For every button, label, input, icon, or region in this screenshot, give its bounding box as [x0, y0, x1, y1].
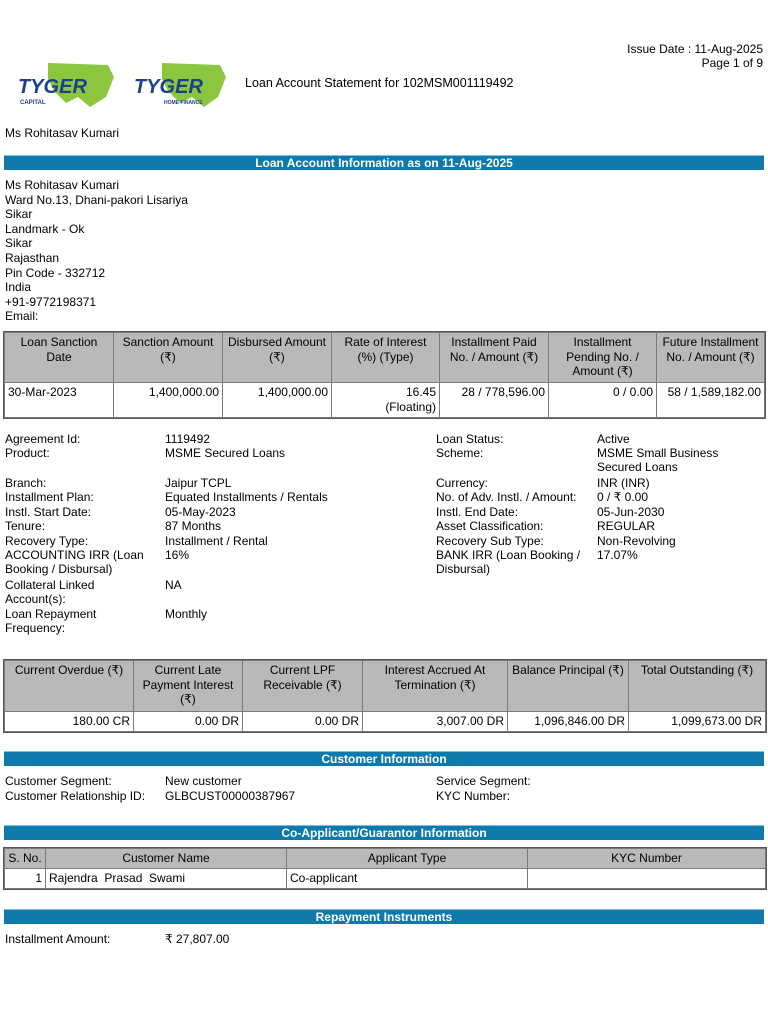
section-coapplicant: Co-Applicant/Guarantor Information: [4, 825, 764, 840]
detail-value: MSME Secured Loans: [165, 446, 286, 460]
detail-label: Branch:: [5, 476, 47, 490]
detail-label: Agreement Id:: [5, 432, 81, 446]
detail-label: Recovery Sub Type:: [436, 534, 544, 548]
kyc-number-label: KYC Number:: [436, 789, 511, 803]
detail-label: Loan Status:: [436, 432, 504, 446]
address-line: Email:: [5, 309, 39, 324]
col-installment-paid: Installment Paid No. / Amount (₹): [440, 333, 549, 383]
detail-value: 05-Jun-2030: [597, 505, 665, 519]
detail-value: INR (INR): [597, 476, 650, 490]
detail-label: Instl. End Date:: [436, 505, 519, 519]
address-line: +91-9772198371: [5, 294, 97, 309]
customer-relationship-label: Customer Relationship ID:: [5, 789, 146, 803]
detail-label: Installment Plan:: [5, 490, 94, 504]
logo-home-name: TYGER: [134, 76, 203, 98]
cell-sanction-amount: 1,400,000.00: [114, 383, 223, 418]
coapplicant-header-row: [5, 849, 766, 869]
cell-kyc-number: [528, 869, 766, 889]
table-row: [5, 869, 766, 889]
detail-value: Non-Revolving: [597, 534, 676, 548]
col-lpf-receivable: Current LPF Receivable (₹): [243, 661, 363, 712]
table-row: [5, 383, 765, 418]
customer-name: Ms Rohitasav Kumari: [5, 126, 120, 140]
col-late-payment-interest: Current Late Payment Interest (₹): [134, 661, 243, 712]
customer-segment-value: New customer: [165, 774, 242, 788]
cell-interest-accrued: 3,007.00 DR: [363, 712, 508, 732]
col-current-overdue: Current Overdue (₹): [5, 661, 134, 712]
cell-total-outstanding: 1,099,673.00 DR: [629, 712, 766, 732]
issue-block: [627, 42, 763, 71]
customer-address: [5, 178, 188, 324]
detail-value: 0 / ₹ 0.00: [597, 490, 648, 504]
cell-sno: 1: [5, 869, 46, 889]
rate-type: (Floating): [385, 400, 436, 414]
col-sno: S. No.: [5, 849, 46, 869]
cell-sanction-date: 30-Mar-2023: [5, 383, 114, 418]
address-line: Pin Code - 332712: [5, 265, 106, 280]
col-interest-accrued: Interest Accrued At Termination (₹): [363, 661, 508, 712]
detail-label: Collateral Linked Account(s):: [5, 578, 95, 607]
address-line: India: [5, 280, 32, 295]
customer-segment-label: Customer Segment:: [5, 774, 112, 788]
col-rate-of-interest: Rate of Interest (%) (Type): [332, 333, 440, 383]
address-line: Landmark - Ok: [5, 221, 85, 236]
address-line: Sikar: [5, 207, 33, 222]
col-sanction-date: Loan Sanction Date: [5, 333, 114, 383]
col-kyc-number: KYC Number: [528, 849, 766, 869]
detail-label: Asset Classification:: [436, 519, 544, 533]
detail-value: NA: [165, 578, 182, 592]
cell-customer-name: Rajendra Prasad Swami: [46, 869, 287, 889]
installment-amount-value: ₹ 27,807.00: [165, 932, 230, 946]
section-repayment: Repayment Instruments: [4, 909, 764, 924]
rate-value: 16.45: [405, 385, 436, 399]
logo-capital-name: TYGER: [18, 76, 87, 98]
cell-rate: [332, 383, 440, 418]
col-applicant-type: Applicant Type: [287, 849, 528, 869]
cell-disbursed-amount: 1,400,000.00: [223, 383, 332, 418]
detail-label: Currency:: [436, 476, 489, 490]
cell-installment-paid: 28 / 778,596.00: [440, 383, 549, 418]
page-number: Page 1 of 9: [701, 56, 763, 71]
section-loan-info: Loan Account Information as on 11-Aug-2025: [4, 155, 764, 170]
detail-value: 87 Months: [165, 519, 222, 533]
coapplicant-table: [4, 848, 766, 889]
tyger-home-finance-logo: [126, 52, 236, 118]
loan-summary-header-row: [5, 333, 765, 383]
col-future-installment: Future Installment No. / Amount (₹): [657, 333, 765, 383]
detail-value: Equated Installments / Rentals: [165, 490, 328, 504]
tyger-capital-logo: [8, 52, 130, 118]
cell-balance-principal: 1,096,846.00 DR: [508, 712, 629, 732]
address-line: Sikar: [5, 236, 33, 251]
detail-value: Monthly: [165, 607, 208, 621]
detail-label: Tenure:: [5, 519, 46, 533]
detail-label: Product:: [5, 446, 50, 460]
detail-value: 1119492: [165, 432, 210, 446]
col-installment-pending: Installment Pending No. / Amount (₹): [549, 333, 657, 383]
cell-lpf-receivable: 0.00 DR: [243, 712, 363, 732]
dues-table: [4, 660, 766, 732]
detail-label: ACCOUNTING IRR (Loan Booking / Disbursal): [5, 548, 144, 577]
address-line: Ward No.13, Dhani-pakori Lisariya: [5, 192, 188, 207]
detail-label: Instl. Start Date:: [5, 505, 92, 519]
detail-value: REGULAR: [597, 519, 656, 533]
installment-amount-label: Installment Amount:: [5, 932, 111, 946]
detail-value: Jaipur TCPL: [165, 476, 232, 490]
tyger-capital-logo-mark: [8, 57, 130, 113]
detail-value: 17.07%: [597, 548, 638, 562]
cell-current-overdue: 180.00 CR: [5, 712, 134, 732]
col-disbursed-amount: Disbursed Amount (₹): [223, 333, 332, 383]
loan-summary-table: [4, 332, 765, 418]
table-row: [5, 712, 766, 732]
col-sanction-amount: Sanction Amount (₹): [114, 333, 223, 383]
detail-value: Active: [597, 432, 630, 446]
statement-title: Loan Account Statement for 102MSM001119492: [245, 76, 514, 90]
detail-value: MSME Small Business Secured Loans: [597, 446, 719, 475]
detail-label: Recovery Type:: [5, 534, 89, 548]
issue-date: Issue Date : 11-Aug-2025: [627, 42, 763, 56]
detail-value: 05-May-2023: [165, 505, 236, 519]
dues-header-row: [5, 661, 766, 712]
address-line: Ms Rohitasav Kumari: [5, 178, 120, 192]
address-line: Rajasthan: [5, 250, 60, 265]
service-segment-label: Service Segment:: [436, 774, 531, 788]
customer-relationship-value: GLBCUST00000387967: [165, 789, 296, 803]
detail-label: Scheme:: [436, 446, 484, 460]
logo-capital-sub: CAPITAL: [20, 100, 46, 106]
detail-label: Loan Repayment Frequency:: [5, 607, 97, 636]
logo-home-sub: HOME FINANCE: [164, 100, 203, 106]
cell-future-installment: 58 / 1,589,182.00: [657, 383, 765, 418]
detail-value: Installment / Rental: [165, 534, 268, 548]
tyger-home-finance-logo-mark: [126, 57, 236, 113]
section-customer-info: Customer Information: [4, 751, 764, 766]
detail-label: No. of Adv. Instl. / Amount:: [436, 490, 577, 504]
cell-installment-pending: 0 / 0.00: [549, 383, 657, 418]
col-customer-name: Customer Name: [46, 849, 287, 869]
detail-label: BANK IRR (Loan Booking / Disbursal): [436, 548, 581, 577]
col-balance-principal: Balance Principal (₹): [508, 661, 629, 712]
cell-applicant-type: Co-applicant: [287, 869, 528, 889]
cell-late-payment-interest: 0.00 DR: [134, 712, 243, 732]
col-total-outstanding: Total Outstanding (₹): [629, 661, 766, 712]
detail-value: 16%: [165, 548, 190, 562]
